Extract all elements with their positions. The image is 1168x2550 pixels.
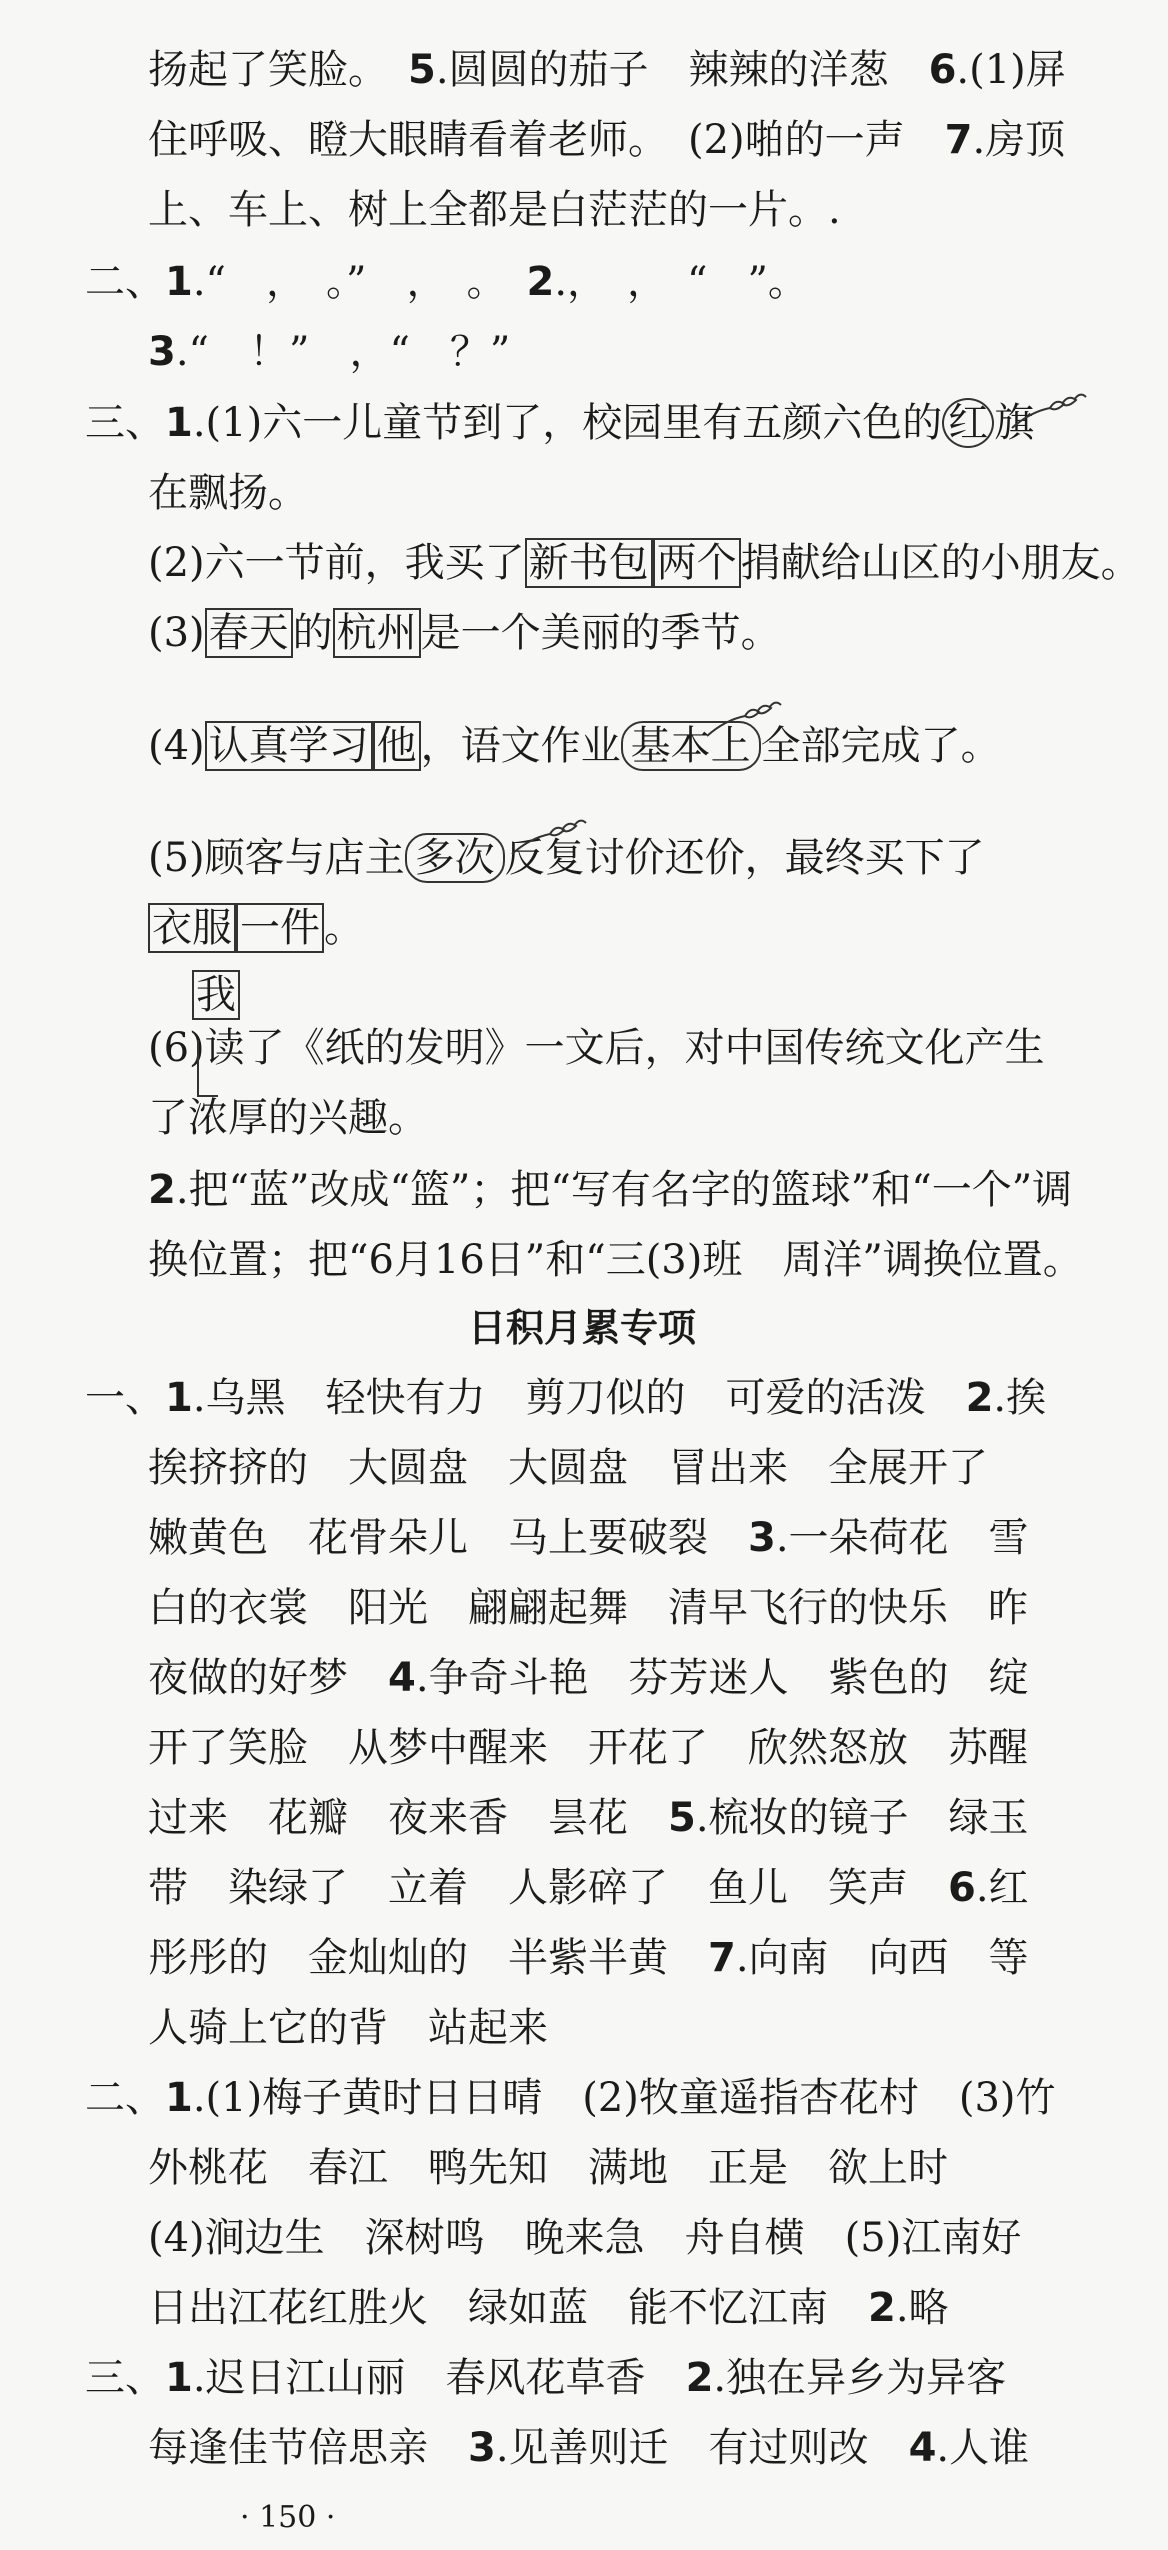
text-segment: (5)顾客与店主 — [148, 835, 405, 881]
text-segment: .红 — [975, 1865, 1029, 1911]
question-number: 7 — [944, 117, 973, 163]
text-line — [85, 256, 808, 308]
question-number: 2 — [685, 2355, 714, 2401]
text-segment: .“ ， 。” ， 。 — [192, 259, 527, 305]
text-segment: 扬起了笑脸。 — [148, 47, 408, 93]
text-segment: 彤彤的 金灿灿的 半紫半黄 — [148, 1935, 708, 1981]
text-segment: .圆圆的茄子 辣辣的洋葱 — [435, 47, 929, 93]
text-segment: 是一个美丽的季节。 — [420, 610, 781, 656]
text-line — [192, 969, 240, 1021]
text-segment: 反复讨价还价，最终买下了 — [504, 835, 985, 881]
boxed-correction: 新书包 — [525, 538, 653, 588]
text-segment: 二、 — [85, 2075, 165, 2121]
section-heading — [468, 1302, 696, 1354]
question-number: 4 — [908, 2425, 937, 2471]
text-line — [148, 607, 781, 659]
question-number: 3 — [148, 329, 176, 375]
question-number: 3 — [748, 1515, 776, 1561]
text-segment: (6) — [148, 1025, 205, 1071]
text-segment: 。 — [324, 905, 364, 951]
question-number: 1 — [165, 1375, 193, 1421]
text-segment: (4) — [148, 723, 205, 769]
text-line — [148, 114, 1065, 166]
text-line — [148, 1792, 1029, 1844]
question-number: 4 — [388, 1655, 416, 1701]
text-line — [148, 2282, 949, 2334]
text-line — [148, 1932, 1029, 1984]
text-segment: .房顶 — [972, 117, 1066, 163]
text-segment: .把“蓝”改成“篮”；把“写有名字的篮球”和“一个”调 — [175, 1167, 1073, 1213]
text-line — [148, 1442, 988, 1494]
text-line — [148, 1022, 1045, 1074]
page-number: · 150 · — [240, 2500, 336, 2535]
text-segment: 换位置；把“6月16日”和“三(3)班 周洋”调换位置。 — [148, 1237, 1083, 1283]
text-line — [148, 326, 510, 378]
text-line — [148, 1092, 428, 1144]
text-segment: .一朵荷花 雪 — [775, 1515, 1029, 1561]
boxed-correction: 认真学习 — [205, 721, 373, 771]
text-segment: 外桃花 春江 鸭先知 满地 正是 欲上时 — [148, 2145, 948, 2191]
text-segment: 挨挤挤的 大圆盘 大圆盘 冒出来 全展开了 — [148, 1445, 988, 1491]
text-line — [148, 1652, 1029, 1704]
deletion-curl-mark — [705, 700, 785, 740]
text-line — [148, 1582, 1028, 1634]
text-segment: .梳妆的镜子 绿玉 — [695, 1795, 1029, 1841]
circled-correction: 基本上 — [621, 721, 761, 771]
text-line — [85, 2352, 1006, 2404]
question-number: 5 — [408, 47, 436, 93]
text-segment: 三、 — [85, 400, 165, 446]
text-line — [148, 2002, 548, 2054]
text-segment: .人谁 — [936, 2425, 1030, 2471]
text-segment: 嫩黄色 花骨朵儿 马上要破裂 — [148, 1515, 748, 1561]
text-segment: 上、车上、树上全都是白茫茫的一片。. — [148, 187, 841, 233]
text-line — [148, 184, 841, 236]
text-segment: .迟日江山丽 春风花草香 — [192, 2355, 686, 2401]
text-line — [148, 1722, 1028, 1774]
question-number: 7 — [708, 1935, 736, 1981]
boxed-correction: 春天 — [205, 608, 293, 658]
text-segment: 过来 花瓣 夜来香 昙花 — [148, 1795, 668, 1841]
boxed-correction: 一件 — [236, 903, 324, 953]
boxed-correction: 两个 — [653, 538, 741, 588]
question-number: 5 — [668, 1795, 696, 1841]
question-number: 1 — [165, 2075, 193, 2121]
text-segment: .挨 — [993, 1375, 1047, 1421]
text-segment: 人骑上它的背 站起来 — [148, 2005, 548, 2051]
text-segment: .“ ！” ，“ ？” — [175, 329, 511, 375]
circled-correction: 红 — [942, 398, 994, 448]
text-line — [85, 1372, 1046, 1424]
text-segment: 一、 — [85, 1375, 165, 1421]
question-number: 1 — [165, 2355, 193, 2401]
question-number: 2 — [526, 259, 555, 305]
text-line — [148, 2422, 1029, 2474]
text-line — [148, 537, 1141, 589]
text-segment: .向南 向西 等 — [735, 1935, 1029, 1981]
text-segment: .(1)六一儿童节到了，校园里有五颜六色的 — [192, 400, 943, 446]
text-segment: .见善则迁 有过则改 — [495, 2425, 909, 2471]
text-segment: .乌黑 轻快有力 剪刀似的 可爱的活泼 — [192, 1375, 966, 1421]
deletion-curl-mark — [1010, 392, 1090, 432]
text-segment: 捐献给山区的小朋友。 — [740, 540, 1141, 586]
text-segment: 的 — [292, 610, 333, 656]
text-segment: (3) — [148, 610, 205, 656]
question-number: 2 — [965, 1375, 994, 1421]
text-segment: 旗 — [994, 400, 1035, 446]
text-segment: ，语文作业 — [420, 723, 621, 769]
question-number: 1 — [165, 400, 193, 446]
question-number: 2 — [868, 2285, 896, 2331]
boxed-correction: 他 — [373, 721, 421, 771]
text-segment: (4)涧边生 深树鸣 晚来急 舟自横 (5)江南好 — [148, 2215, 1022, 2261]
text-segment: 二、 — [85, 259, 165, 305]
text-line — [148, 1862, 1029, 1914]
text-segment: 每逢佳节倍思亲 — [148, 2425, 468, 2471]
text-segment: .， ， “ ”。 — [554, 259, 808, 305]
text-segment: 三、 — [85, 2355, 165, 2401]
text-segment: 了浓厚的兴趣。 — [148, 1095, 428, 1141]
text-segment: 在飘扬。 — [148, 470, 308, 516]
text-line — [148, 2142, 948, 2194]
text-line — [148, 2212, 1021, 2264]
text-segment: 开了笑脸 从梦中醒来 开花了 欣然怒放 苏醒 — [148, 1725, 1028, 1771]
text-segment: 带 染绿了 立着 人影碎了 鱼儿 笑声 — [148, 1865, 948, 1911]
text-segment: 住呼吸、瞪大眼睛看着老师。 (2)啪的一声 — [148, 117, 945, 163]
text-line — [85, 397, 1034, 449]
text-segment: 读了《纸的发明》一文后，对中国传统文化产生 — [204, 1025, 1045, 1071]
text-segment: 白的衣裳 阳光 翩翩起舞 清早飞行的快乐 昨 — [148, 1585, 1028, 1631]
deletion-curl-mark — [510, 818, 590, 858]
text-segment: 全部完成了。 — [760, 723, 1001, 769]
text-segment: .(1)梅子黄时日日晴 (2)牧童遥指杏花村 (3)竹 — [192, 2075, 1056, 2121]
text-line — [148, 1512, 1029, 1564]
question-number: 6 — [948, 1865, 976, 1911]
boxed-correction: 杭州 — [333, 608, 421, 658]
text-line — [148, 720, 1001, 772]
text-segment: 夜做的好梦 — [148, 1655, 388, 1701]
text-segment: 日积月累专项 — [468, 1306, 697, 1350]
text-line — [148, 1234, 1083, 1286]
boxed-correction: 衣服 — [148, 903, 236, 953]
question-number: 6 — [928, 47, 957, 93]
text-segment: .(1)屏 — [956, 47, 1066, 93]
text-segment: .独在异乡为异客 — [713, 2355, 1007, 2401]
text-segment: .略 — [895, 2285, 949, 2331]
boxed-correction: 我 — [192, 970, 240, 1020]
text-line — [85, 2072, 1056, 2124]
question-number: 1 — [165, 259, 193, 305]
text-line — [148, 44, 1066, 96]
text-line — [148, 902, 364, 954]
circled-correction: 多次 — [405, 833, 505, 883]
text-segment: (2)六一节前，我买了 — [148, 540, 525, 586]
question-number: 3 — [468, 2425, 496, 2471]
question-number: 2 — [148, 1167, 176, 1213]
text-segment: .争奇斗艳 芬芳迷人 紫色的 绽 — [415, 1655, 1029, 1701]
text-line — [148, 467, 308, 519]
text-line — [148, 1164, 1072, 1216]
insertion-caret-mark — [192, 1038, 222, 1098]
text-segment: 日出江花红胜火 绿如蓝 能不忆江南 — [148, 2285, 868, 2331]
